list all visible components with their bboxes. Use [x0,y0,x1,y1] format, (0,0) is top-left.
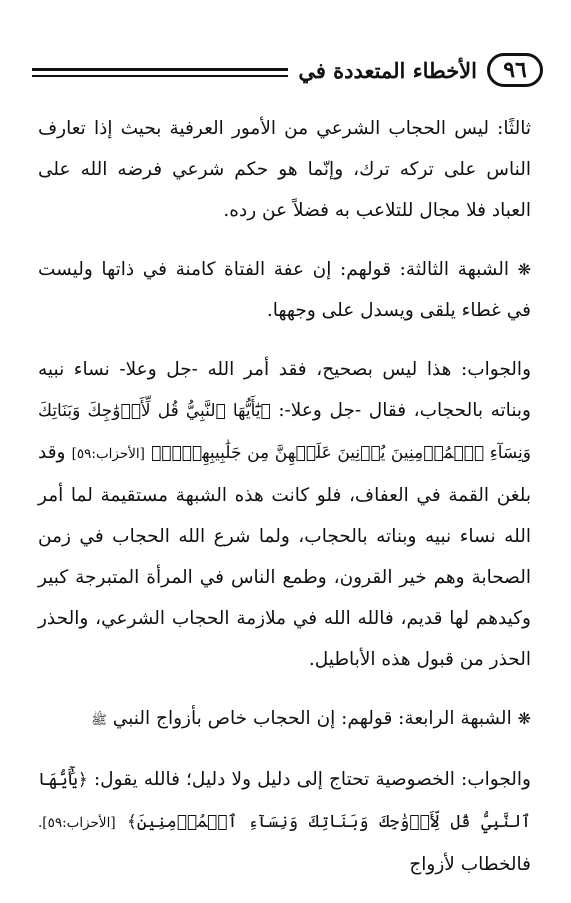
paragraph-text: فالخطاب لأزواج [409,854,531,875]
star-ornament-icon: ❋ [517,260,531,279]
paragraph-third-answer [38,349,531,680]
verse-reference: [الأحزاب:٥٩]. [38,815,116,831]
paragraph-fourth-answer [38,759,531,885]
page-header [32,48,543,92]
verse-reference: [الأحزاب:٥٩] [71,446,145,462]
star-ornament-icon: ❋ [517,709,531,728]
header-rule [32,68,288,77]
paragraph-text: والجواب: هذا ليس بصحيح، فقد أمر الله -جل وعلا- نساء نبيه وبناته بالحجاب، فقال -جل وعلا-: [38,359,531,421]
paragraph-fourth-doubt [38,698,531,741]
paragraph-text: والجواب: الخصوصية تحتاج إلى دليل ولا دليل؛ فالله يقول: [93,769,531,790]
paragraph-text: ثالثًا: ليس الحجاب الشرعي من الأمور العرفية بحيث إذا تعارف الناس على تركه ترك، وإنّما هو حكم شرعي فرضه الله على العباد فلا مجال للتلاعب به فضلاً عن رده. [38,118,531,221]
paragraph-third-point [38,108,531,231]
salutation-glyph: ﷺ [91,713,107,728]
page-body [38,108,531,903]
paragraph-text: الشبهة الثالثة: قولهم: إن عفة الفتاة كامنة في ذاتها وليست في غطاء يلقى ويسدل على وجهها. [38,259,531,321]
paragraph-third-doubt [38,249,531,331]
paragraph-text: وقد بلغن القمة في العفاف، فلو كانت هذه الشبهة مستقيمة لما أمر الله نساء نبيه وبناته بالحجاب، ولما شرع الله الحجاب في زمن الصحابة وهم خير القرون، وطمع الناس في المرأة المتبرجة كبير وكيدهم لها قديم، فالله الله في ملازمة الحجاب الشرعي، والحذر الحذر من قبول هذه الأباطيل. [38,442,531,670]
running-title: الأخطاء المتعددة في [298,57,477,83]
paragraph-text: الشبهة الرابعة: قولهم: إن الحجاب خاص بأزواج النبي [112,708,512,729]
page-number: ٩٦ [487,53,543,87]
quran-verse: ﴿يَٰٓأَيُّهَا ٱلنَّبِيُّ قُل لِّأَزۡوَٰجِكَ وَبَنَاتِكَ وَنِسَآءِ ٱلۡمُؤۡمِنِينَ يُدۡنِينَ عَلَيۡهِنَّ مِن جَلَٰبِيبِهِنَّۚ﴾ [38,401,531,463]
quran-verse: ﴿يَٰٓأَيُّهَا ٱلنَّبِيُّ قُل لِّأَزۡوَٰجِكَ وَبَنَاتِكَ وَنِسَآءِ ٱلۡمُؤۡمِنِينَ﴾ [38,770,531,832]
